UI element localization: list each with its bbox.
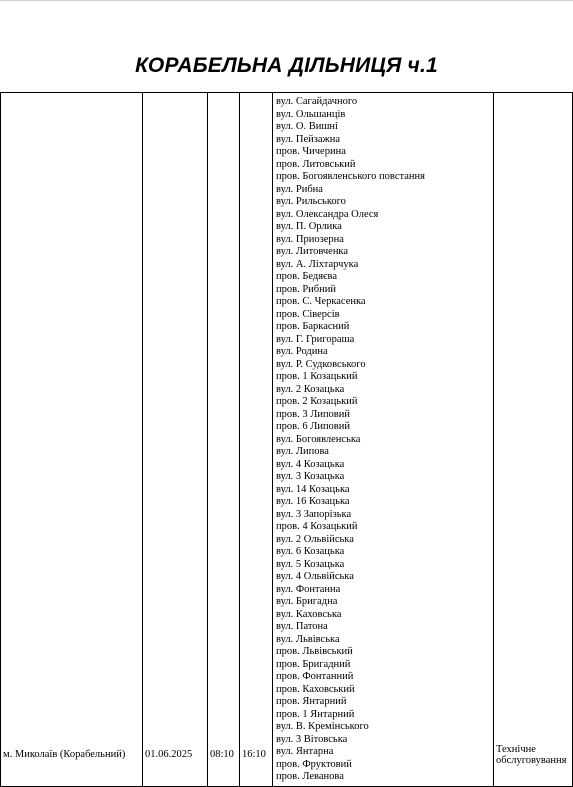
street-list-item: вул. 16 Козацька: [276, 496, 350, 507]
street-list-item: пров. 4 Козацький: [276, 521, 358, 532]
street-list-item: пров. Чичерина: [276, 146, 346, 157]
street-list-item: вул. 5 Козацька: [276, 558, 345, 570]
city-cell: м. Миколаїв (Корабельний): [1, 93, 143, 787]
street-list-item: вул. 14 Козацька: [276, 483, 350, 495]
street-list-item: вул. Г. Григораша: [276, 333, 355, 345]
street-list-item: вул. Олександра Олеся: [276, 208, 379, 220]
street-list-item: вул. Липова: [276, 446, 329, 457]
street-list-item: пров. Сіверсів: [276, 308, 340, 320]
street-list-item: вул. Литовченка: [276, 246, 349, 257]
street-list-item: вул. Рибна: [276, 183, 323, 195]
street-list-item: вул. Янтарна: [276, 746, 334, 757]
street-list-item: вул. Родина: [276, 346, 328, 357]
street-list-item: пров. Фруктовий: [276, 758, 352, 770]
street-list-item: вул. Фонтанна: [276, 583, 341, 595]
street-list-item: пров. Львівський: [276, 646, 353, 657]
date-cell: 01.06.2025: [143, 93, 208, 787]
end-time-cell: 16:10: [240, 93, 273, 787]
street-list-item: пров. Богоявленського повстання: [276, 171, 425, 182]
street-list-item: вул. Бригадна: [276, 596, 338, 607]
street-list-item: пров. Литовський: [276, 158, 356, 170]
streets-cell: [273, 93, 494, 787]
street-list-item: пров. 1 Козацький: [276, 371, 358, 382]
street-list-item: пров. 1 Янтарний: [276, 708, 355, 720]
street-list-item: вул. Сагайдачного: [276, 96, 358, 107]
street-list-item: вул. 4 Козацька: [276, 458, 345, 470]
street-list-item: вул. 2 Ольвійська: [276, 533, 354, 545]
street-list-item: вул. 6 Козацька: [276, 546, 345, 557]
street-list: [276, 96, 491, 784]
street-list-item: вул. Рильського: [276, 196, 346, 207]
street-list-item: вул. Пейзажна: [276, 133, 341, 145]
start-time-cell: 08:10: [208, 93, 240, 787]
street-list-item: вул. А. Ліхтарчука: [276, 258, 359, 270]
street-list-item: пров. Бедяєва: [276, 271, 338, 282]
street-list-item: пров. Леванова: [276, 771, 344, 782]
reason-cell: Технічне обслуговування: [494, 93, 573, 787]
table-row: [1, 93, 573, 787]
street-list-item: пров. Фонтанний: [276, 671, 354, 682]
street-list-item: вул. О. Вишні: [276, 121, 338, 132]
street-list-item: пров. Баркасний: [276, 321, 350, 332]
outage-schedule-table: [0, 92, 573, 787]
top-divider: [0, 0, 573, 1]
street-list-item: пров. Янтарний: [276, 696, 347, 707]
street-list-item: пров. Каховський: [276, 683, 355, 695]
page-title: КОРАБЕЛЬНА ДІЛЬНИЦЯ ч.1: [135, 54, 438, 77]
street-list-item: вул. 2 Козацька: [276, 383, 345, 395]
street-list-item: вул. Ольшанців: [276, 108, 346, 120]
street-list-item: вул. Р. Судковського: [276, 358, 366, 370]
street-list-item: вул. В. Кремінського: [276, 721, 369, 732]
street-list-item: пров. 6 Липовий: [276, 421, 351, 432]
street-list-item: пров. 3 Липовий: [276, 408, 351, 420]
street-list-item: вул. П. Орлика: [276, 221, 342, 232]
street-list-item: вул. Приозерна: [276, 233, 344, 245]
street-list-item: вул. Патона: [276, 621, 328, 632]
street-list-item: вул. 3 Запорізька: [276, 508, 352, 520]
street-list-item: вул. Львівська: [276, 633, 340, 645]
street-list-item: вул. Каховська: [276, 608, 342, 620]
street-list-item: пров. 2 Козацький: [276, 396, 358, 407]
street-list-item: вул. 3 Козацька: [276, 471, 345, 482]
street-list-item: вул. Богоявленська: [276, 433, 361, 445]
street-list-item: пров. С. Черкасенка: [276, 296, 366, 307]
street-list-item: пров. Рибний: [276, 283, 336, 295]
street-list-item: вул. 3 Вітовська: [276, 733, 348, 745]
street-list-item: вул. 4 Ольвійська: [276, 571, 354, 582]
street-list-item: пров. Бригадний: [276, 658, 351, 670]
